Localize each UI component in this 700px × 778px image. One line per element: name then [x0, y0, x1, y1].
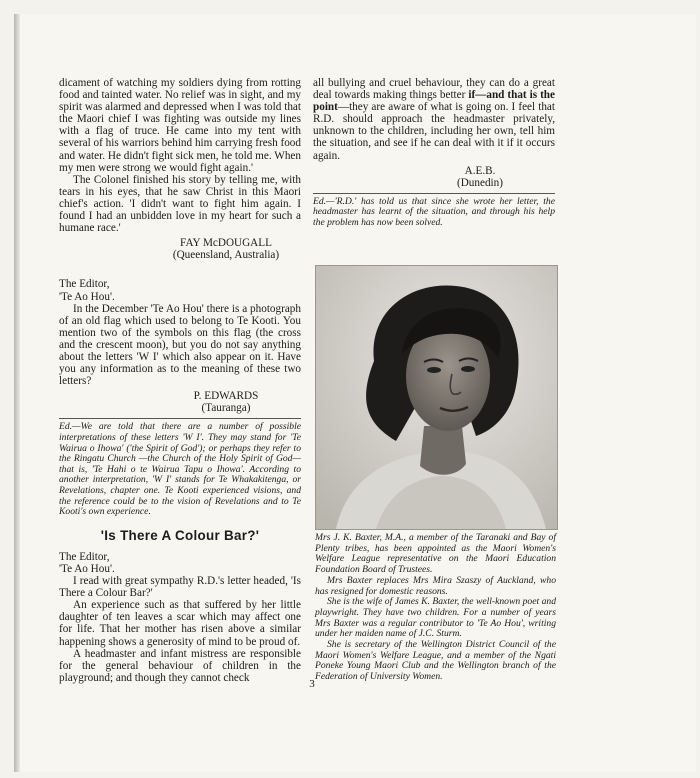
divider-rule [59, 418, 301, 419]
letter2-salutation-line2: 'Te Ao Hou'. [59, 290, 115, 303]
continuation-bold: if—and that is the point [313, 89, 555, 114]
letter1-signature-name: FAY McDOUGALL [180, 237, 272, 250]
caption-paragraph-4: She is secretary of the Wellington District Council of the Maori Women's Welfare League, and a member of the Ngati Poneke Young Maori Club and the Wellington branch of the Federation of University Women. [315, 639, 556, 683]
divider-rule-right [313, 193, 555, 194]
left-column [59, 77, 301, 684]
letter3-paragraph-1: I read with great sympathy R.D.'s letter headed, 'Is There a Colour Bar?' [59, 575, 301, 600]
right-column [313, 77, 555, 229]
editor-note-right: Ed.—'R.D.' has told us that since she wrote her letter, the headmaster has learnt of the situation, and through his help the problem has now been solved. [313, 195, 555, 229]
page-binding-edge [14, 14, 20, 772]
letter3-signature-name: A.E.B. [464, 164, 496, 177]
letter1-signature-place: (Queensland, Australia) [172, 249, 280, 262]
continuation-end: —they are aware of what is going on. I feel that R.D. should approach the headmaster privately, unknown to the children, including her own, tell him the situation, and see if he can deal with it if it occurs again. [313, 101, 555, 162]
letter3-continuation [313, 77, 555, 162]
continuation-start: all bullying and cruel behaviour, they can do a great deal towards making things better [313, 77, 555, 102]
letter3-signature-place: (Dunedin) [457, 176, 503, 189]
letter1-paragraph-1: dicament of watching my soldiers dying from rotting food and tainted water. No relief was in sight, and my spirit was alarmed and depressed when I was told that the Maori chief I was fighting was outside my lines with a flag of truce. He came into my tent with several of his warriors behind him carrying fresh food and water. He didn't fight sick men, he told me. When my men were strong we would fight again.' [59, 77, 301, 174]
letter3-salutation-line2: 'Te Ao Hou'. [59, 562, 115, 575]
letter2-paragraph: In the December 'Te Ao Hou' there is a photograph of an old flag which used to belong to Te Kooti. You mention two of the symbols on this flag (the cross and the crescent moon), but you do not say anything about the letters 'W I' which also appear on it. Have you any information as to the meaning of these two letters? [59, 302, 301, 388]
letter1-paragraph-2: The Colonel finished his story by telling me, with tears in his eyes, that he saw Christ in this Maori chief's action. 'I didn't want to fight him again. I found I had an unbidden love in my heart for such a humane race.' [59, 173, 301, 235]
caption-paragraph-2: Mrs Baxter replaces Mrs Mira Szaszy of Auckland, who has resigned for domestic reasons. [315, 574, 556, 597]
portrait-photo [315, 265, 558, 530]
caption-paragraph-3: She is the wife of James K. Baxter, the well-known poet and playwright. They have two children. For a number of years Mrs Baxter was a regular contributor to 'Te Ao Hou', writing under her maiden name of J.C. Sturm. [315, 596, 556, 640]
letter2-signature-place: (Tauranga) [201, 402, 251, 415]
letter3-paragraph-3: A headmaster and infant mistress are responsible for the general behaviour of children in the playground; and though they cannot check [59, 647, 301, 684]
editor-note-left: Ed.—We are told that there are a number of possible interpretations of these letters 'W I'. They may stand for 'Te Wairua o Ihowa' ('the Spirit of God'); or perhaps they refer to the Ringatu Church —the Church of the Holy Spirit of God—that is, 'Te Hahi o te Wairua Tapu o Ihowa'. According to another interpretation, 'W I' stands for Te Whakakitenga, or Revelations, chapter one. Te Kooti experienced visions, and the reference could be to the vision of Revelations and to Te Kooti's own experience. [59, 421, 301, 518]
photo-caption [315, 533, 556, 683]
letter3-salutation-line1: The Editor, [59, 550, 110, 563]
caption-paragraph-1: Mrs J. K. Baxter, M.A., a member of the Taranaki and Bay of Plenty tribes, has been appointed as the Maori Women's Welfare League representative on the Maori Education Foundation Board of Trustees. [315, 532, 556, 576]
letter3-paragraph-2: An experience such as that suffered by her little daughter of ten leaves a scar which may affect one for life. That her mother has risen above a similar happening shows a generosity of mind to be proud of. [59, 599, 301, 648]
page-number: 3 [309, 678, 315, 690]
section-heading: 'Is There A Colour Bar?' [100, 527, 260, 543]
portrait-illustration [316, 266, 557, 529]
letter2-signature-name: P. EDWARDS [193, 390, 259, 403]
letter2-salutation-line1: The Editor, [59, 278, 110, 291]
